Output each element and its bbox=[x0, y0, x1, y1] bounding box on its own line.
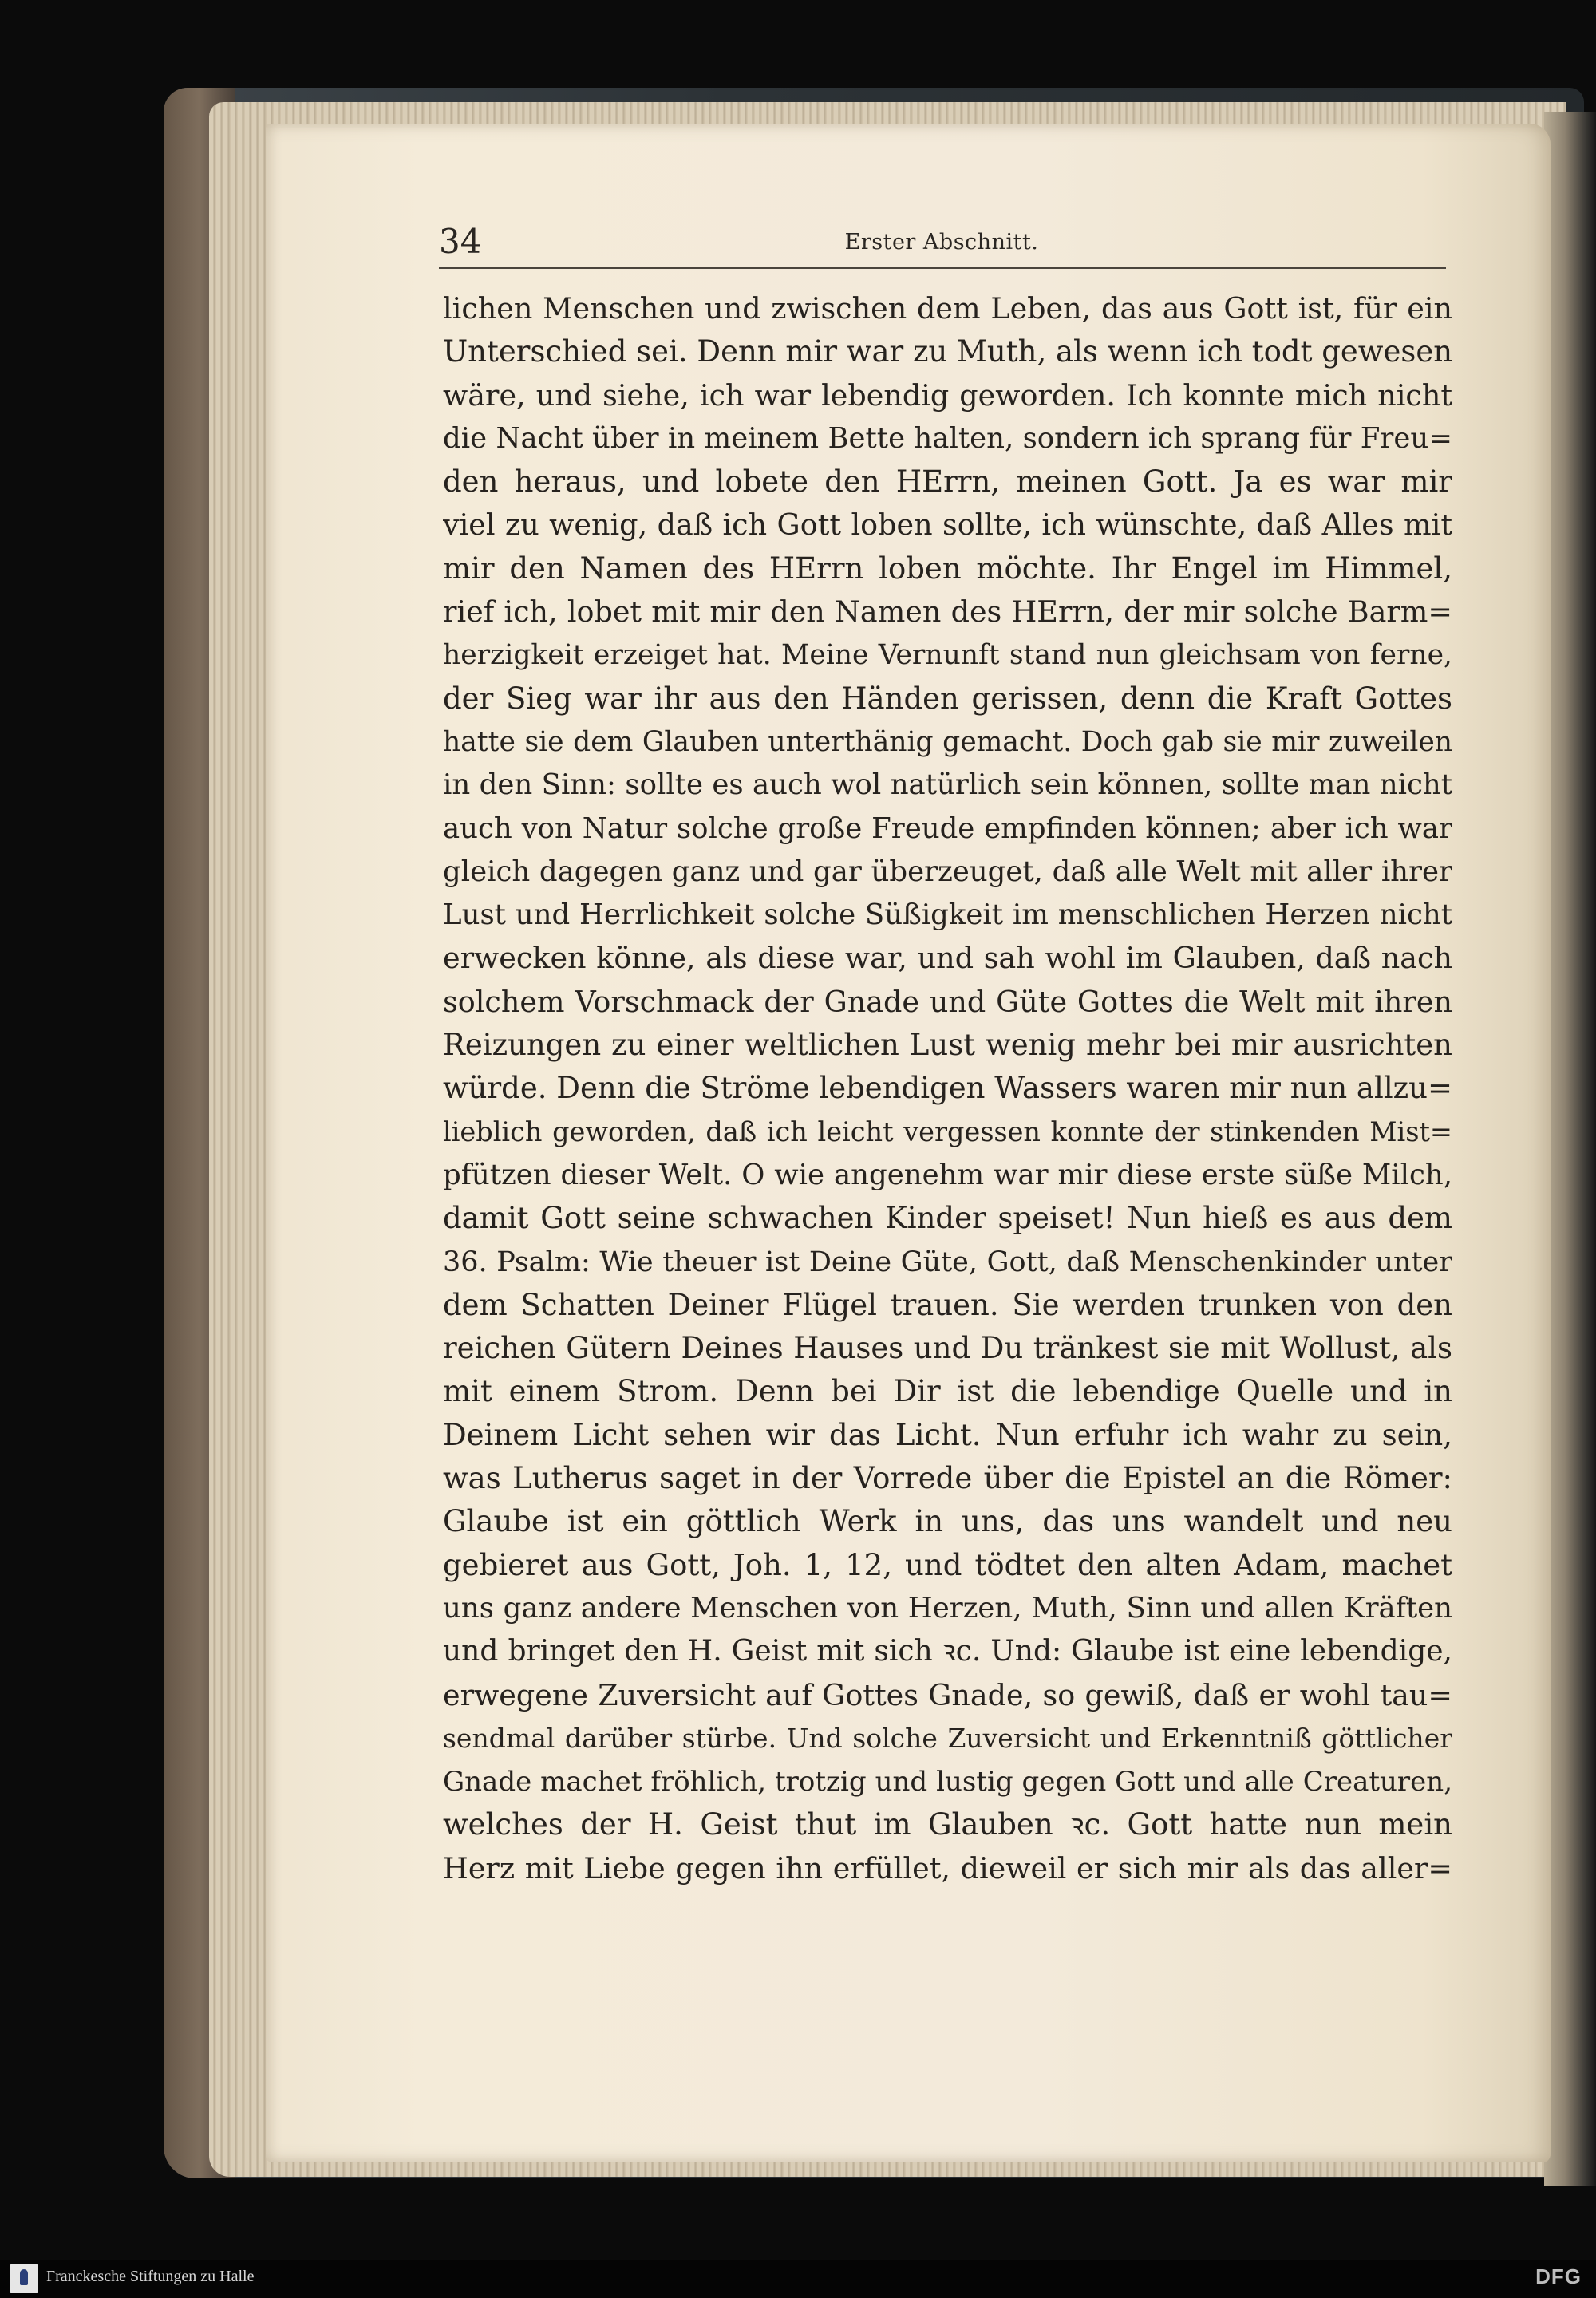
text-line: würde. Denn die Ströme lebendigen Wassers waren mir nun allzu= bbox=[443, 1071, 1452, 1106]
institution-logo-icon bbox=[10, 2264, 38, 2293]
text-line: uns ganz andere Menschen von Herzen, Muth, Sinn und allen Kräften bbox=[443, 1591, 1452, 1625]
text-line: Unterschied sei. Denn mir war zu Muth, als wenn ich todt gewesen bbox=[443, 334, 1452, 369]
body-text bbox=[443, 287, 1452, 1890]
text-line: wäre, und siehe, ich war lebendig geworden. Ich konnte mich nicht bbox=[443, 377, 1452, 413]
text-line: Gnade machet fröhlich, trotzig und lustig gegen Gott und alle Creaturen, bbox=[443, 1766, 1452, 1799]
text-line: mir den Namen des HErrn loben möchte. Ihr Engel im Himmel, bbox=[443, 551, 1452, 586]
text-line: welches der H. Geist thut im Glauben ꝛc. Gott hatte nun mein bbox=[443, 1807, 1452, 1842]
text-line: erwegene Zuversicht auf Gottes Gnade, so gewiß, daß er wohl tau= bbox=[443, 1677, 1452, 1712]
text-line: in den Sinn: sollte es auch wol natürlich sein können, sollte man nicht bbox=[443, 768, 1452, 802]
running-head: Erster Abschnitt. bbox=[844, 230, 1039, 255]
text-line: damit Gott seine schwachen Kinder speiset! Nun hieß es aus dem bbox=[443, 1201, 1452, 1236]
text-line: Deinem Licht sehen wir das Licht. Nun erfuhr ich wahr zu sein, bbox=[443, 1417, 1452, 1452]
institution-name: Franckesche Stiftungen zu Halle bbox=[46, 2268, 255, 2285]
text-line: erwecken könne, als diese war, und sah wohl im Glauben, daß nach bbox=[443, 941, 1452, 976]
text-line: solchem Vorschmack der Gnade und Güte Gottes die Welt mit ihren bbox=[443, 984, 1452, 1019]
text-line: lieblich geworden, daß ich leicht vergessen konnte der stinkenden Mist= bbox=[443, 1115, 1452, 1147]
text-line: dem Schatten Deiner Flügel trauen. Sie werden trunken von den bbox=[443, 1287, 1452, 1322]
book-spine-shadow bbox=[1544, 112, 1596, 2186]
text-line: Glaube ist ein göttlich Werk in uns, das uns wandelt und neu bbox=[443, 1504, 1452, 1539]
text-line: und bringet den H. Geist mit sich ꝛc. Und: Glaube ist eine lebendige, bbox=[443, 1635, 1452, 1668]
text-line: auch von Natur solche große Freude empfinden können; aber ich war bbox=[443, 811, 1452, 845]
header-rule bbox=[439, 267, 1446, 269]
text-line: hatte sie dem Glauben unterthänig gemacht. Doch gab sie mir zuweilen bbox=[443, 725, 1452, 758]
text-line: der Sieg war ihr aus den Händen gerissen, denn die Kraft Gottes bbox=[443, 681, 1452, 716]
text-line: Herz mit Liebe gegen ihn erfüllet, dieweil er sich mir als das aller= bbox=[443, 1850, 1452, 1885]
dfg-badge: DFG bbox=[1535, 2264, 1582, 2288]
text-line: viel zu wenig, daß ich Gott loben sollte, ich wünschte, daß Alles mit bbox=[443, 507, 1452, 543]
text-line: Lust und Herrlichkeit solche Süßigkeit im menschlichen Herzen nicht bbox=[443, 898, 1452, 932]
text-line: sendmal darüber stürbe. Und solche Zuversicht und Erkenntniß göttlicher bbox=[443, 1722, 1452, 1754]
text-line: lichen Menschen und zwischen dem Leben, das aus Gott ist, für ein bbox=[443, 291, 1452, 326]
text-line: pfützen dieser Welt. O wie angenehm war mir diese erste süße Milch, bbox=[443, 1158, 1452, 1191]
text-line: reichen Gütern Deines Hauses und Du tränkest sie mit Wollust, als bbox=[443, 1331, 1452, 1366]
text-line: gleich dagegen ganz und gar überzeuget, daß alle Welt mit aller ihrer bbox=[443, 855, 1452, 888]
text-line: den heraus, und lobete den HErrn, meinen Gott. Ja es war mir bbox=[443, 464, 1452, 499]
text-line: 36. Psalm: Wie theuer ist Deine Güte, Gott, daß Menschenkinder unter bbox=[443, 1246, 1452, 1278]
text-line: rief ich, lobet mit mir den Namen des HErrn, der mir solche Barm= bbox=[443, 594, 1452, 630]
text-line: mit einem Strom. Denn bei Dir ist die lebendige Quelle und in bbox=[443, 1374, 1452, 1409]
text-line: was Lutherus saget in der Vorrede über die Epistel an die Römer: bbox=[443, 1461, 1452, 1496]
text-line: Reizungen zu einer weltlichen Lust wenig mehr bei mir ausrichten bbox=[443, 1028, 1452, 1063]
page-number: 34 bbox=[439, 222, 482, 261]
page-header bbox=[439, 222, 1444, 270]
text-line: die Nacht über in meinem Bette halten, sondern ich sprang für Freu= bbox=[443, 421, 1452, 455]
text-line: herzigkeit erzeiget hat. Meine Vernunft stand nun gleichsam von ferne, bbox=[443, 639, 1452, 672]
text-line: gebieret aus Gott, Joh. 1, 12, und tödtet den alten Adam, machet bbox=[443, 1547, 1452, 1582]
